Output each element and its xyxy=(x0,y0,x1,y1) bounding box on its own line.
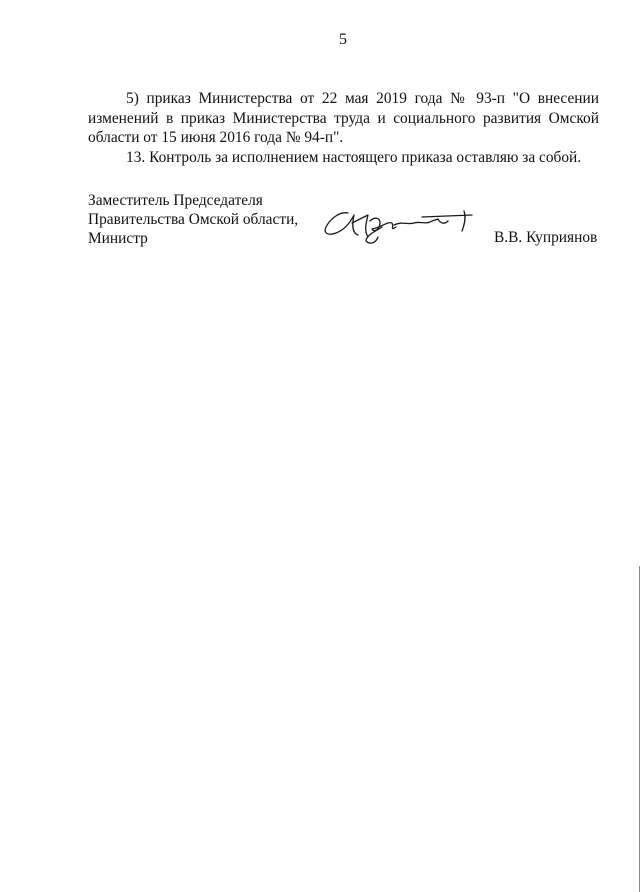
handwritten-signature xyxy=(322,203,478,247)
signatory-position xyxy=(88,191,298,248)
position-line-3: Министр xyxy=(88,230,148,247)
page-number: 5 xyxy=(339,31,347,48)
document-body xyxy=(88,89,599,167)
position-line-2: Правительства Омской области, xyxy=(88,211,299,228)
signer-name: В.В. Куприянов xyxy=(494,229,598,246)
paragraph-item-13: 13. Контроль за исполнением настоящего приказа оставляю за собой. xyxy=(126,148,582,166)
position-line-1: Заместитель Председателя xyxy=(88,192,263,209)
paragraph-item-5: 5) приказ Министерства от 22 мая 2019 года № 93-п "О внесении изменений в приказ Министерства труда и социального развития Омской области от 15 июня 2016 года № 94-п". xyxy=(88,90,599,146)
